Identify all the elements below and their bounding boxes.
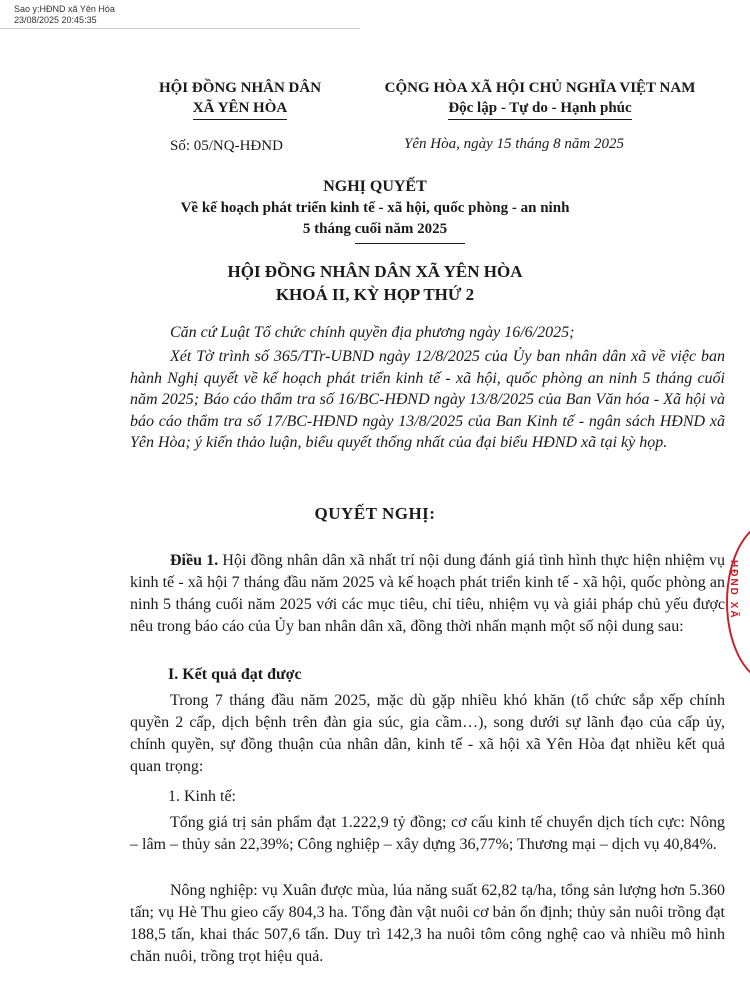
considerations: Xét Tờ trình số 365/TTr-UBND ngày 12/8/2025 của Ủy ban nhân dân xã về việc ban hành Nghị quyết về kế hoạch phát triển kinh tế - xã hội, quốc phòng an ninh 5 tháng cuối năm 2025; Báo cáo thẩm tra số 16/BC-HĐND ngày 13/8/2025 của Ban Văn hóa - Xã hội và báo cáo thẩm tra số 17/BC-HĐND ngày 13/8/2025 của Ban Kinh tế - ngân sách HĐND xã Yên Hòa; ý kiến thảo luận, biểu quyết thống nhất của đại biểu HĐND xã tại kỳ họp. [130, 348, 725, 451]
section-1-text: Trong 7 tháng đầu năm 2025, mặc dù gặp nhiều khó khăn (tổ chức sắp xếp chính quyền 2 cấp, dịch bệnh trên đàn gia súc, gia cầm…), song dưới sự lãnh đạo của cấp ủy, chính quyền, sự đồng thuận của nhân dân, kinh tế - xã hội xã Yên Hòa đạt nhiều kết quả quan trọng: [130, 692, 725, 775]
national-motto: Độc lập - Tự do - Hạnh phúc [448, 98, 631, 120]
section-1-heading: I. Kết quả đạt được [168, 666, 302, 683]
copy-mark-line1: Sao y:HĐND xã Yên Hòa [14, 4, 115, 14]
article-1 [130, 550, 725, 638]
document-subject-line1: Về kế hoạch phát triển kinh tế - xã hội, quốc phòng - an ninh [180, 200, 570, 216]
issuer-header [130, 78, 350, 120]
copy-mark-timestamp: 23/08/2025 20:45:35 [14, 15, 97, 25]
article-1-label: Điều 1. [170, 552, 219, 569]
decision-heading: QUYẾT NGHỊ: [314, 504, 436, 523]
legal-basis: Căn cứ Luật Tổ chức chính quyền địa phương ngày 16/6/2025; [170, 324, 575, 341]
national-header [360, 78, 720, 120]
article-1-text: Hội đồng nhân dân xã nhất trí nội dung đánh giá tình hình thực hiện nhiệm vụ kinh tế - xã hội 7 tháng đầu năm 2025 và kế hoạch phát triển kinh tế - xã hội, quốc phòng an ninh 5 tháng cuối năm 2025 với các mục tiêu, chỉ tiêu, nhiệm vụ và giải pháp chủ yếu được nêu trong báo cáo của Ủy ban nhân dân xã, đồng thời nhấn mạnh một số nội dung sau: [130, 552, 726, 635]
top-divider [0, 28, 360, 29]
economy-heading: 1. Kinh tế: [168, 788, 236, 805]
document-subject-line2: 5 tháng cuối năm 2025 [302, 221, 448, 237]
title-underline [355, 243, 465, 244]
issuer-name: HỘI ĐỒNG NHÂN DÂN [158, 80, 322, 96]
council-name: HỘI ĐỒNG NHÂN DÂN XÃ YÊN HÒA [227, 262, 523, 281]
document-date: Yên Hòa, ngày 15 tháng 8 năm 2025 [404, 136, 624, 152]
copy-certification-mark [14, 4, 115, 26]
agriculture-paragraph: Nông nghiệp: vụ Xuân được mùa, lúa năng suất 62,82 tạ/ha, tổng sản lượng hơn 5.360 tấn; vụ Hè Thu gieo cấy 804,3 ha. Tổng đàn vật nuôi cơ bản ổn định; thủy sản nuôi trồng đạt 188,5 tấn, khai thác 507,6 tấn. Duy trì 142,3 ha nuôi tôm công nghệ cao và nhiều mô hình chăn nuôi, trồng trọt hiệu quả. [130, 882, 725, 965]
national-title: CỘNG HÒA XÃ HỘI CHỦ NGHĨA VIỆT NAM [384, 80, 696, 96]
issuer-commune: XÃ YÊN HÒA [193, 98, 287, 120]
stamp-text: HĐND XÃ [728, 560, 739, 620]
council-session: KHOÁ II, KỲ HỌP THỨ 2 [275, 285, 475, 304]
economy-value-paragraph: Tổng giá trị sản phẩm đạt 1.222,9 tỷ đồng; cơ cấu kinh tế chuyển dịch tích cực: Nông – lâm – thủy sản 22,39%; Công nghiệp – xây dựng 36,77%; Thương mại – dịch vụ 40,84%. [130, 814, 725, 853]
document-number: Số: 05/NQ-HĐND [170, 138, 283, 154]
document-title: NGHỊ QUYẾT [323, 178, 427, 195]
